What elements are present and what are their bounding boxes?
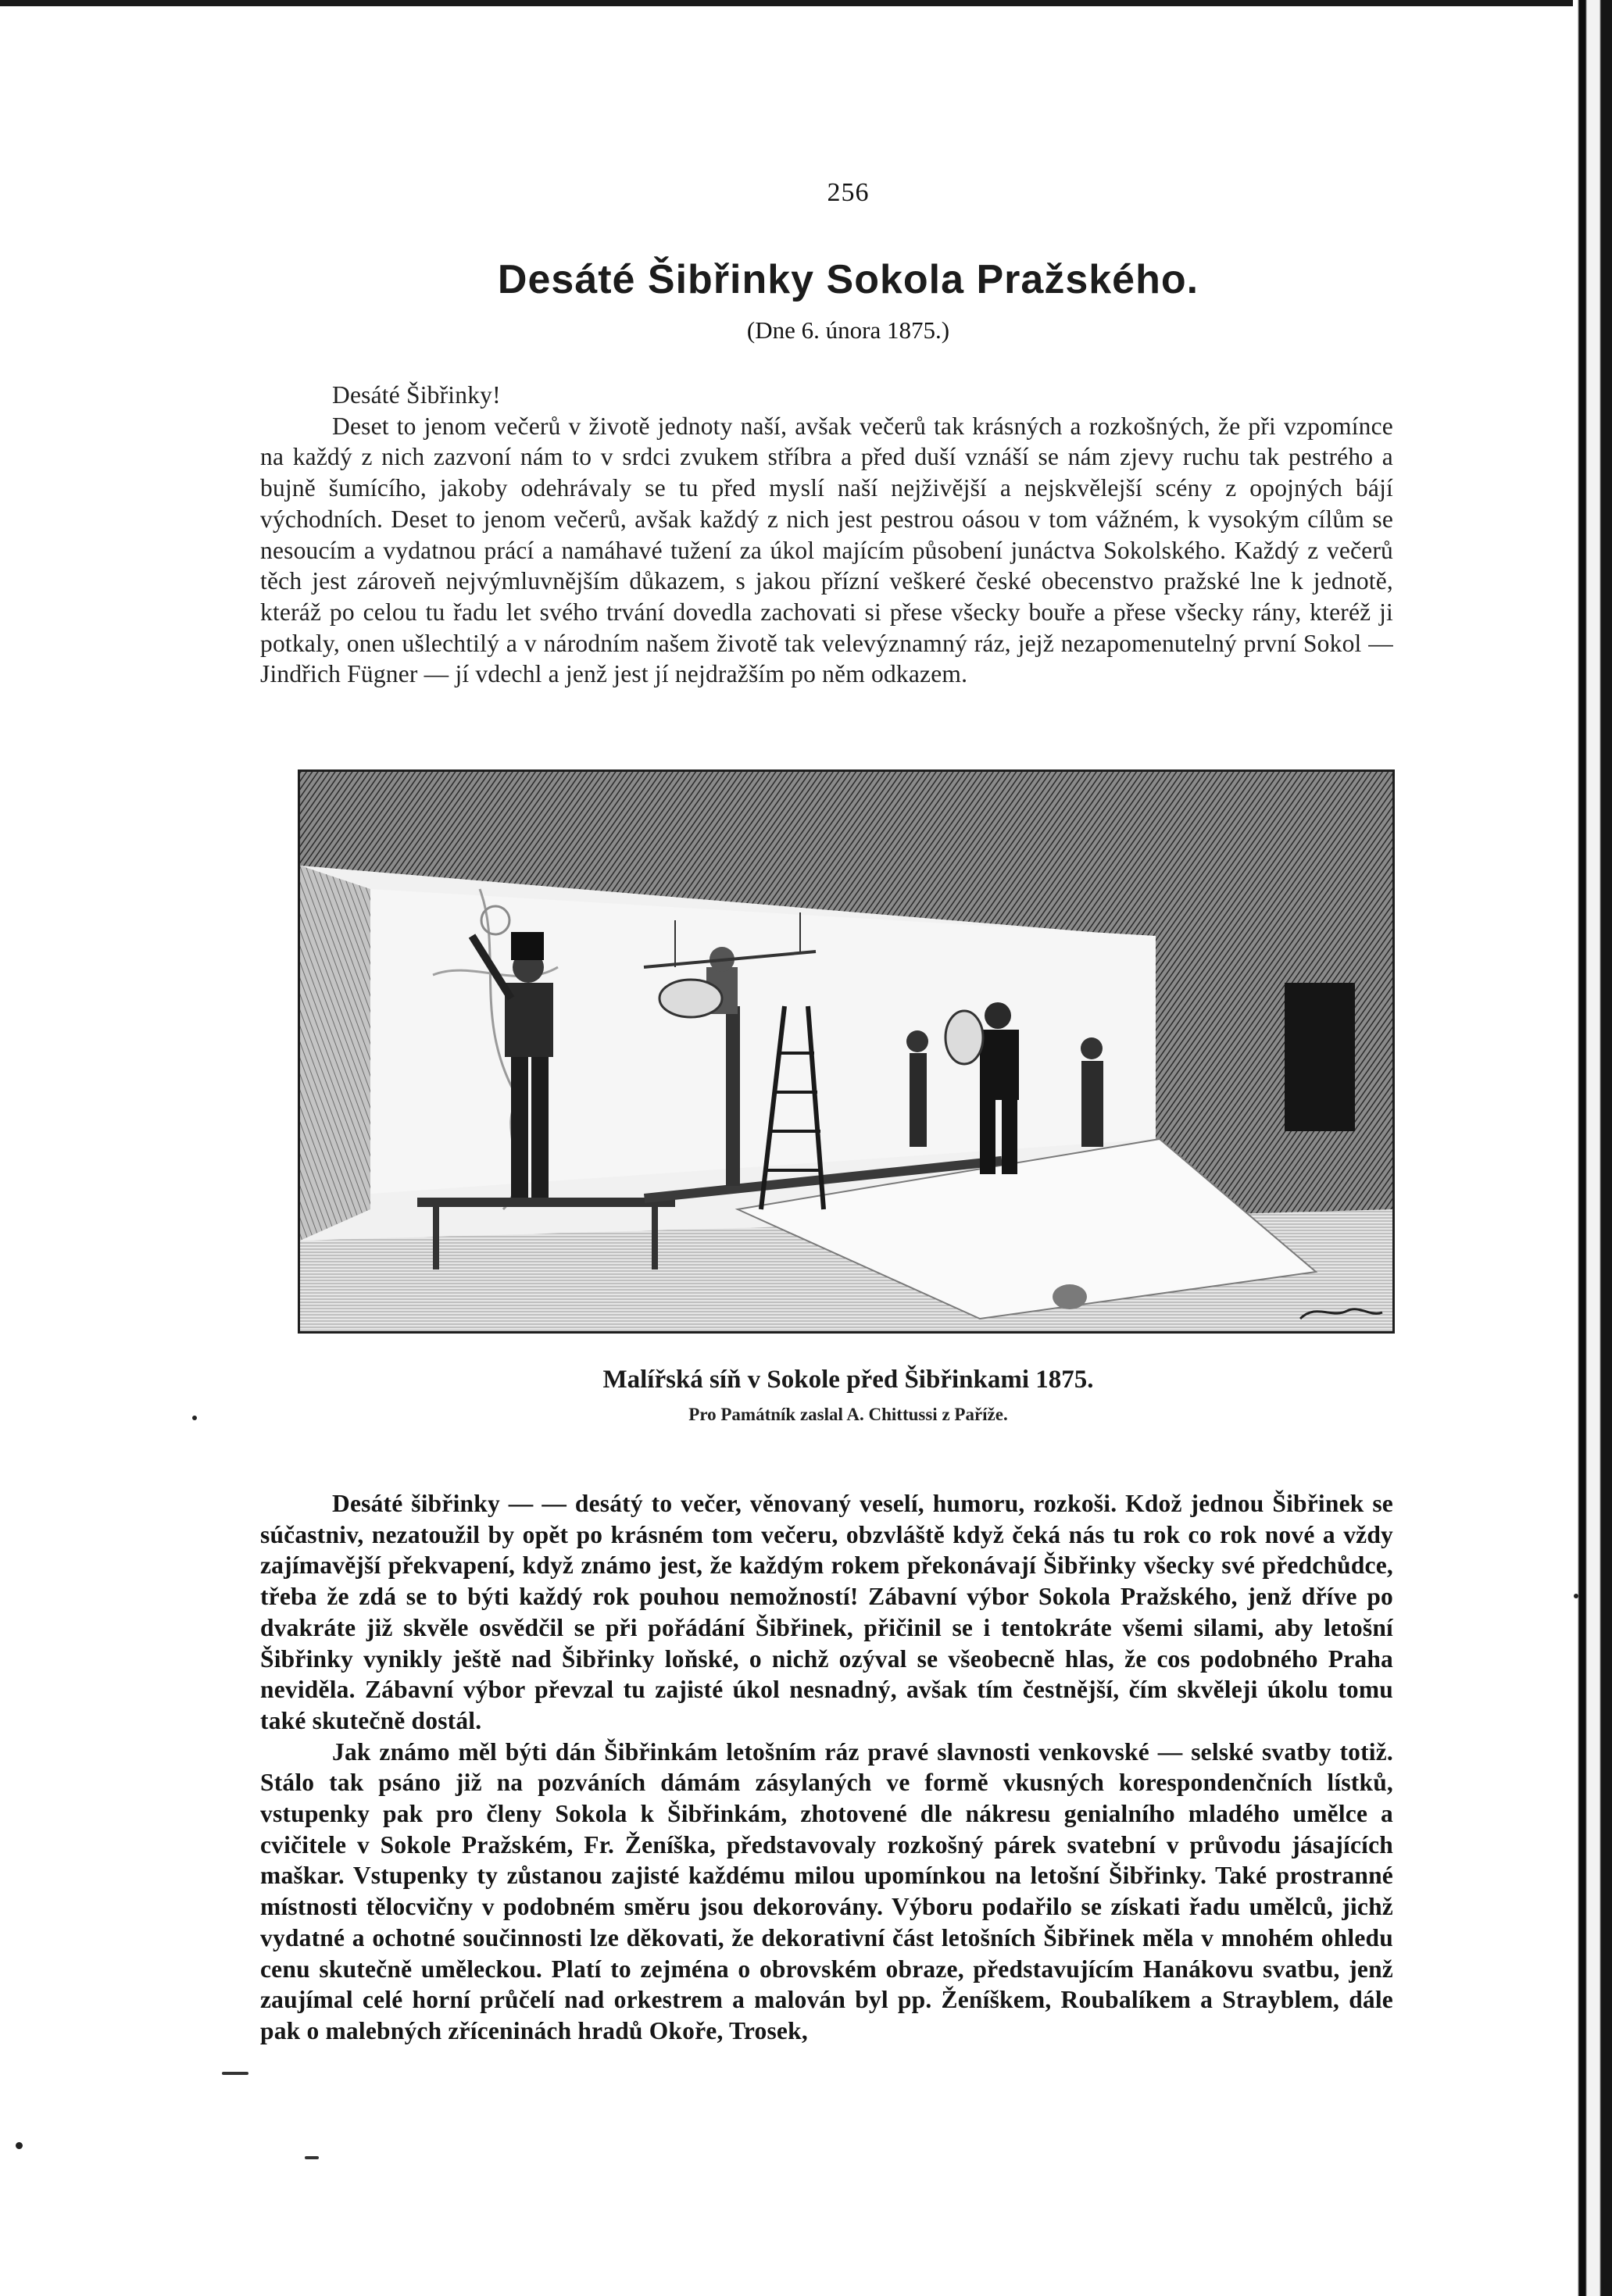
figure-caption: Malířská síň v Sokole před Šibřinkami 1875. <box>602 1366 1094 1394</box>
illustration-frame <box>298 769 1395 1334</box>
engraving-illustration-icon <box>300 772 1392 1331</box>
body-section <box>260 1488 1393 2047</box>
intro-section <box>260 380 1393 690</box>
page-number: 256 <box>827 178 870 207</box>
page-subtitle: (Dne 6. února 1875.) <box>746 316 950 344</box>
margin-speck <box>1574 1594 1578 1598</box>
scan-top-edge <box>0 0 1612 6</box>
figure-credit: Pro Památník zaslal A. Chittussi z Paříže. <box>688 1405 1008 1424</box>
body-paragraph-2: Jak známo měl býti dán Šibřinkám letošním ráz pravé slavnosti venkovské — selské svatby totiž. Stálo tak psáno již na pozváních dámám zásylaných ve formě vkusných korespondenčních lístků, vstupenky pak pro členy Sokola k Šibřinkám, zhotovené dle nákresu genialního mladého umělce a cvičitele v Sokole Pražském, Fr. Ženíška, představovaly rozkošný párek svatební v průvodu jásajících maškar. Vstupenky ty zůstanou zajisté každému milou upomínkou na letošní Šibřinky. Také prostranné místnosti tělocvičny v podobném směru jsou dekorovány. Výboru podařilo se získati řadu umělců, jichž vydatné a ochotné součinnosti lze děkovati, že dekorativní část letošních Šibřinek měla v mnohém ohledu cenu skutečně uměleckou. Platí to zejména o obrovském obraze, představujícím Hanákovu svatbu, jenž zaujímal celé horní průčelí nad orkestrem a malován byl pp. Ženíškem, Roubalíkem a Strayblem, dále pak o malebných zříceninách hradů Okoře, Trosek, <box>260 1737 1393 2044</box>
page-title: Desáté Šibřinky Sokola Pražského. <box>497 257 1199 302</box>
body-paragraph-1: Desáté šibřinky — — desátý to večer, věnovaný veselí, humoru, rozkoši. Kdož jednou Šibřinek se súčastniv, nezatoužil by opět po krásném tom večeru, obzvláště když čeká nás tu rok co rok nové a vždy zajímavější překvapení, když známo jest, že každým rokem překonávají Šibřinky všecky své předchůdce, třeba že zdá se to býti každý rok pouhou nemožností! Zábavní výbor Sokola Pražského, jenž dříve po dvakráte již skvěle osvědčil se při pořádání Šibřinek, přičinil se i tentokráte všemi silami, aby letošní Šibřinky vynikly ještě nad Šibřinky loňské, o nichž ozýval se všeobecně hlas, že cos podobného Praha neviděla. Zábavní výbor převzal tu zajisté úkol nesnadný, avšak tím čestnější, čím skvěleji úkolu tomu také skutečně dostál. <box>260 1490 1393 1734</box>
intro-greeting: Desáté Šibřinky! <box>332 381 501 409</box>
margin-mark <box>222 2072 248 2075</box>
intro-paragraph: Deset to jenom večerů v životě jednoty naší, avšak večerů tak krásných a rozkošných, že při vzpomínce na každý z nich zazvoní nám to v srdci zvukem stříbra a před duší vznáší se nám zjevy ruchu tak pestrého a bujně šumícího, jakoby odehrávaly se tu před myslí naší nejživější a nejskvělejší scény z opojných bájí východních. Deset to jenom večerů, avšak každý z nich jest pestrou oásou v tom vážném, k vysokým cílům se nesoucím a vydatnou prácí a namáhavé tužení za úkol majícím působení junáctva Sokolského. Každý z večerů těch jest zároveň nejvýmluvnějším důkazem, s jakou přízní veškeré české obecenstvo pražské lne k jednotě, kteráž po celou tu řadu let svého trvání dovedla zachovati si přese všecky bouře a přese všecky rány, kteréž ji potkaly, onen ušlechtilý a v národním našem životě tak velevýznamný ráz, jejž nezapomenutelný první Sokol — Jindřich Fügner — jí vdechl a jenž jest jí nejdražším po něm odkazem. <box>260 412 1393 688</box>
margin-speck <box>192 1416 197 1420</box>
margin-speck <box>16 2142 23 2149</box>
margin-mark <box>305 2156 319 2159</box>
